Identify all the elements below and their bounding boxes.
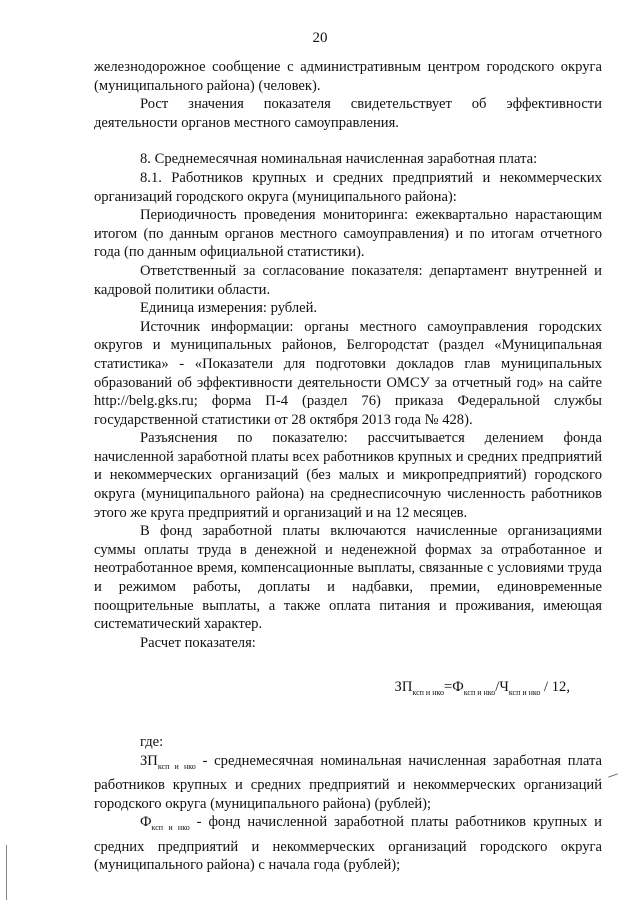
paragraph: Расчет показателя: — [140, 634, 256, 651]
symbol-f-sub: ксп и нко — [151, 823, 190, 833]
definition-zp — [94, 752, 602, 814]
scan-edge-line — [6, 845, 7, 900]
symbol-f: Ф — [140, 814, 152, 831]
paragraph: Разъяснения по показателю: рассчитывается делением фонда начисленной заработной платы всех работников крупных и средних предприятий и некоммерческих организаций (без малых и микропредприятий) городского округа (муниципального района) на среднесписочную численность работников этого же круга предприятий и организаций и на 12 месяцев. — [94, 430, 602, 521]
paragraph: железнодорожное сообщение с административным центром городского округа (муниципального района) (человек). — [94, 59, 602, 94]
paragraph: Периодичность проведения мониторинга: ежеквартально нарастающим итогом (по данным органов местного самоуправления) и по итогам отчетного года (по данным официальной статистики). — [94, 207, 602, 261]
section-heading: 8. Среднемесячная номинальная начисленная заработная плата: — [140, 151, 538, 168]
formula-eq: = — [443, 679, 453, 696]
formula-tail: / 12, — [540, 679, 570, 696]
definition-f-text: - фонд начисленной заработной платы работников крупных и средних предприятий и некоммерческих организаций городского округа (муниципального района) с начала года (рублей); — [94, 814, 602, 874]
paragraph: Источник информации: органы местного самоуправления городских округов и муниципальных районов, Белгородстат (раздел «Муниципальная статистика» - «Показатели для подготовки докладов глав муниципальных образований об эффективности деятельности ОМСУ за отчетный год» на сайте http://belg.gks.ru; форма П-4 (раздел 76) приказа Федеральной службы государственной статистики от 28 октября 2013 года № 428). — [94, 318, 602, 428]
symbol-zp-sub: ксп и нко — [157, 761, 196, 771]
paragraph: В фонд заработной платы включаются начисленные организациями суммы оплаты труда в денежной и неденежной формах за отработанное и неотработанное время, компенсационные выплаты, связанные с условиями труда и режимом работы, доплаты и надбавки, премии, единовременные поощрительные выплаты, а также оплата питания и проживания, имеющая систематический характер. — [94, 523, 602, 633]
spacer — [94, 132, 602, 150]
paragraph: Единица измерения: рублей. — [140, 300, 318, 317]
formula-div: / — [495, 679, 500, 696]
scan-mark — [608, 773, 618, 777]
symbol-zp: ЗП — [140, 752, 158, 769]
formula-ch: Ч — [499, 679, 509, 696]
formula-f-sub: ксп и нко — [463, 688, 496, 698]
formula-ch-sub: ксп и нко — [508, 688, 541, 698]
formula — [94, 678, 602, 703]
page-number: 20 — [312, 30, 328, 46]
document-body — [94, 58, 602, 875]
definition-f — [94, 813, 602, 875]
where-label: где: — [140, 733, 164, 750]
formula-lhs-sub: ксп и нко — [412, 688, 444, 698]
formula-lhs: ЗП — [394, 679, 413, 696]
paragraph: Рост значения показателя свидетельствует об эффективности деятельности органов местного самоуправления. — [94, 96, 602, 131]
definition-zp-text: - среднемесячная номинальная начисленная заработная плата работников крупных и средних предприятий и некоммерческих организаций городского округа (муниципального района) (рублей); — [94, 752, 603, 812]
subsection-heading: 8.1. Работников крупных и средних предприятий и некоммерческих организаций городского округа (муниципального района): — [94, 169, 602, 205]
paragraph: Ответственный за согласование показателя: департамент внутренней и кадровой политики области. — [94, 262, 602, 298]
formula-f: Ф — [452, 679, 464, 696]
